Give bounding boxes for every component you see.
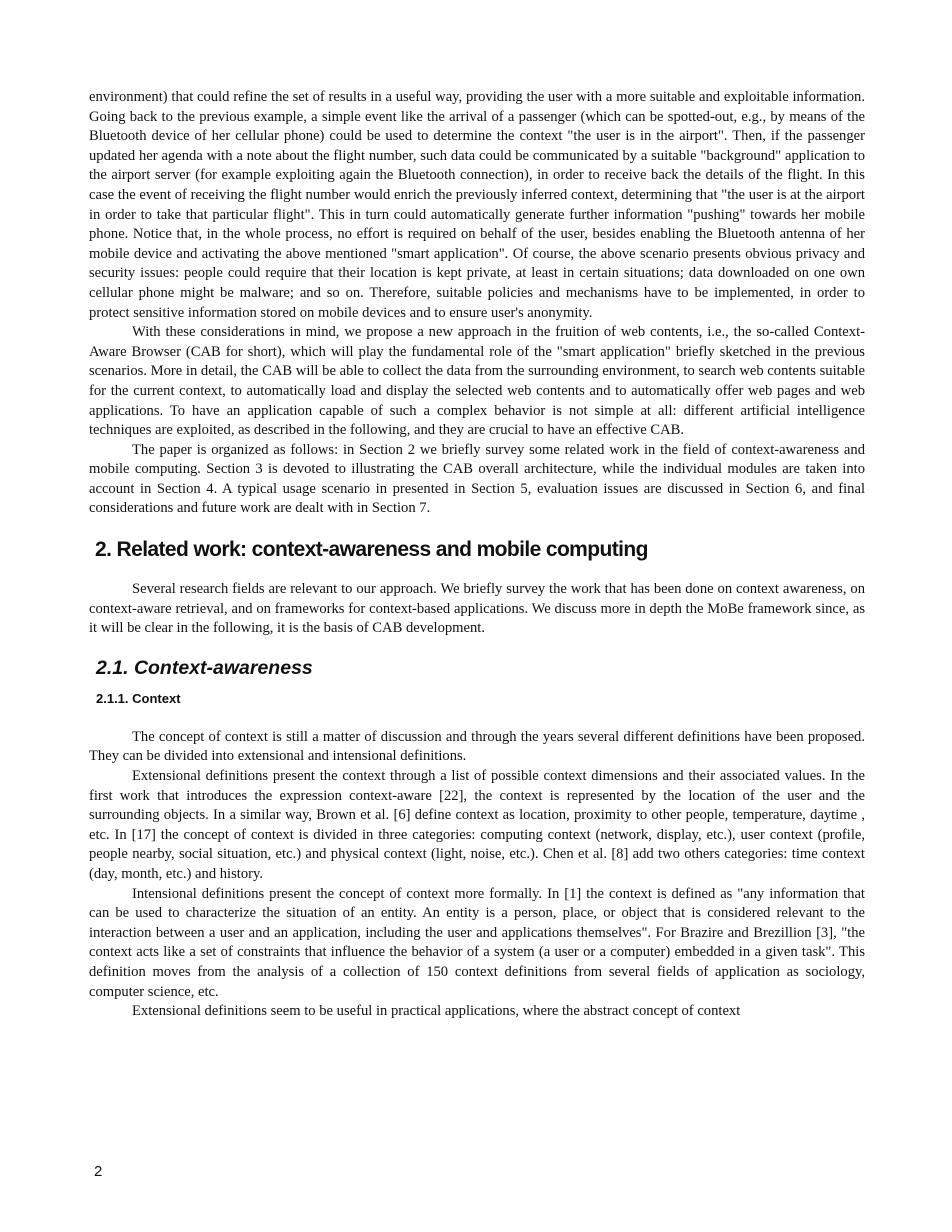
section-2-paragraph-1: Several research fields are relevant to our approach. We briefly survey the work that has been done on context awareness, on context-aware retrieval, and on frameworks for context-based applications. We discuss more in depth the MoBe framework since, as it will be clear in the following, it is the basis of CAB development. [89,581,865,637]
section-2-1-heading: 2.1. Context-awareness [96,656,313,679]
context-paragraph-3: Intensional definitions present the concept of context more formally. In [1] the context is defined as "any information that can be used to characterize the situation of an entity. An entity is a person, place, or object that is considered relevant to the interaction between a user and an application, including the user and applications themselves". For Brazire and Brezillion [3], "the context acts like a set of constraints that influence the behavior of a system (a user or a computer) embedded in a given task". This definition moves from the analysis of a collection of 150 context definitions from several fields of application as sociology, computer science, etc. [89,885,865,1000]
intro-paragraph-2: With these considerations in mind, we propose a new approach in the fruition of web contents, i.e., the so-called Context-Aware Browser (CAB for short), which will play the fundamental role of the "smart application" briefly sketched in the previous scenarios. More in detail, the CAB will be able to collect the data from the surrounding environment, to search web contents suitable for the current context, to automatically load and display the selected web contents and to automatically offer web pages and web applications. To have an application capable of such a complex behavior is not simple at all: different artificial intelligence techniques are exploited, as described in the following, and they are crucial to have an effective CAB. [89,324,865,439]
context-paragraph-4: Extensional definitions seem to be useful in practical applications, where the abstract concept of context [132,1003,741,1020]
page-number: 2 [94,1163,103,1180]
intro-paragraph-1: environment) that could refine the set of results in a useful way, providing the user with a more suitable and exploitable information. Going back to the previous example, a simple event like the arrival of a passenger (which can be spotted-out, e.g., by means of the Bluetooth device of her cellular phone) could be used to determine the context "the user is in the airport". Then, if the passenger updated her agenda with a note about the flight number, such data could be communicated by a suitable "background" application to the airport server (for example exploiting again the Bluetooth connection), in order to receive back the details of the flight. In this case the event of receiving the flight number would enrich the previously inferred context, determining that "the user is at the airport in order to take that particular flight". This in turn could automatically generate further information "pushing" towards her mobile phone. Notice that, in the whole process, no effort is required on behalf of the user, besides enabling the Bluetooth antenna of her mobile device and activating the above mentioned "smart application". Of course, the above scenario presents obvious privacy and security issues: people could require that their location is kept private, at least in certain situations; data downloaded on one own cellular phone might be malware; and so on. Therefore, suitable policies and mechanisms have to be implemented, in order to protect sensitive information stored on mobile devices and to ensure user's anonymity. [89,89,865,321]
context-paragraph-1: The concept of context is still a matter of discussion and through the years several different definitions have been proposed. They can be divided into extensional and intensional definitions. [89,728,865,765]
context-paragraph-2: Extensional definitions present the context through a list of possible context dimensions and their associated values. In the first work that introduces the expression context-aware [22], the context is represented by the location of the user and the surrounding objects. In a similar way, Brown et al. [6] define context as location, proximity to other people, temperature, daytime , etc. In [17] the concept of context is divided in three categories: computing context (network, display, etc.), user context (profile, people nearby, social situation, etc.) and physical context (light, noise, etc.). Chen et al. [8] add two others categories: time context (day, month, etc.) and history. [89,768,865,882]
page-body [89,88,865,1022]
section-2-1-1-heading: 2.1.1. Context [96,690,181,706]
section-2-heading: 2. Related work: context-awareness and mobile computing [95,538,648,562]
intro-paragraph-3: The paper is organized as follows: in Section 2 we briefly survey some related work in the field of context-awareness and mobile computing. Section 3 is devoted to illustrating the CAB overall architecture, while the individual modules are taken into account in Section 4. A typical usage scenario in presented in Section 5, evaluation issues are discussed in Section 6, and final considerations and future work are dealt with in Section 7. [89,441,865,517]
